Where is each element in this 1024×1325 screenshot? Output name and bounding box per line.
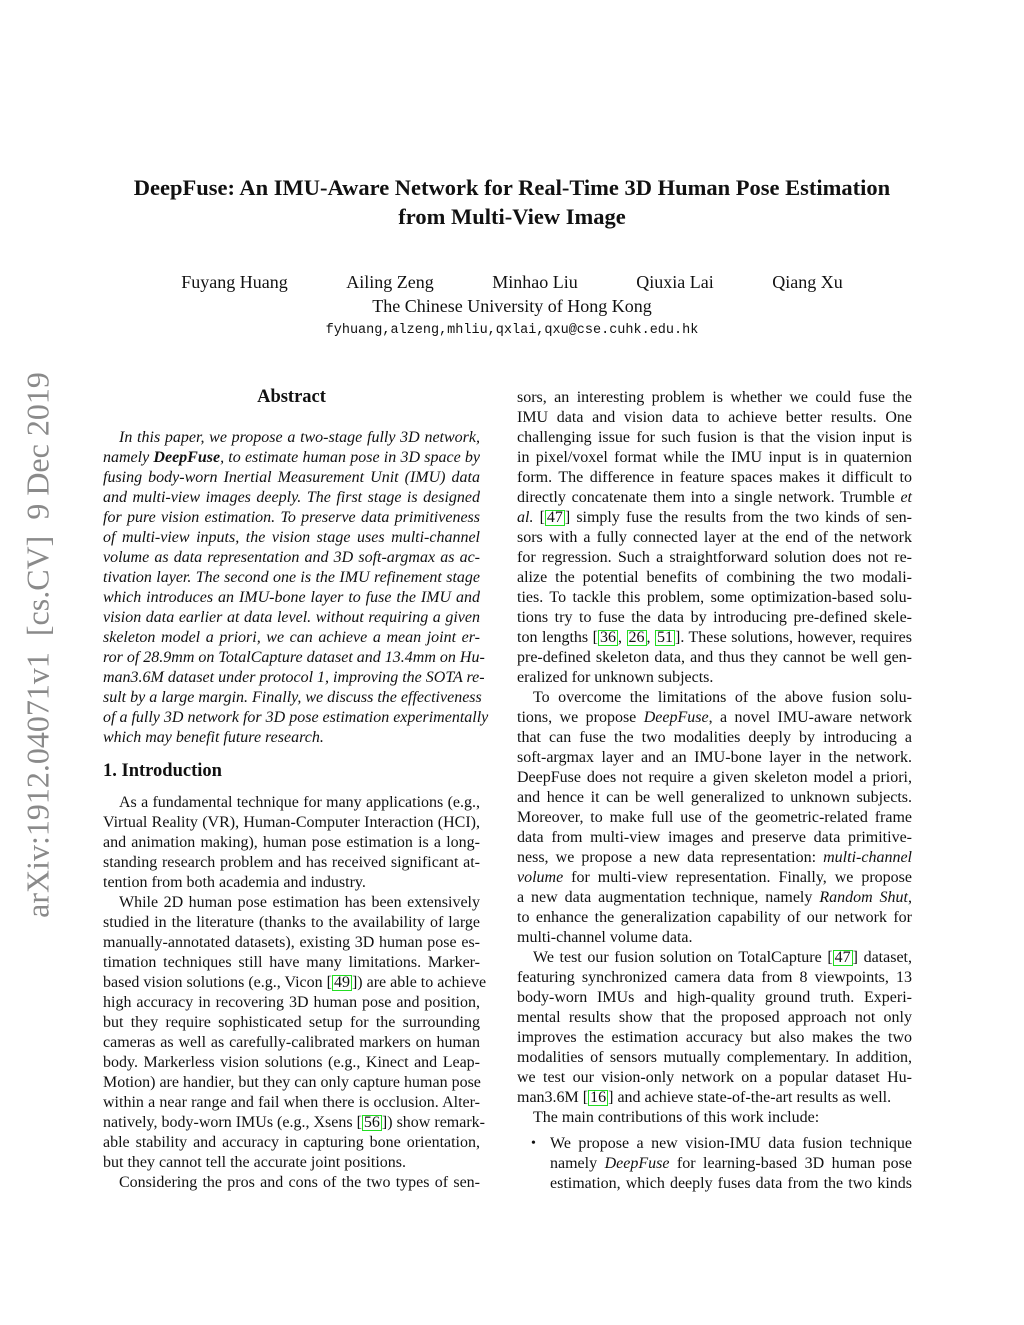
- text-line: We test our fusion solution on TotalCapture [ 47 ] dataset,: [533, 949, 912, 966]
- text-line: of a fully 3D network for 3D pose estimation experimentally: [103, 709, 489, 726]
- text-line: of multi-view inputs, the vision stage uses multi-channel: [103, 529, 480, 546]
- text-line: man3.6M [ 16 ] and achieve state-of-the-art results as well.: [517, 1089, 892, 1106]
- text-line: a new data augmentation technique, namely Random Shut,: [517, 889, 913, 906]
- text-line: namely DeepFuse for learning-based 3D human pose: [550, 1155, 913, 1172]
- text-line: The main contributions of this work include:: [533, 1109, 820, 1126]
- author: Qiang Xu: [772, 272, 843, 292]
- arxiv-identifier: arXiv:1912.04071v1 [cs.CV] 9 Dec 2019: [19, 372, 56, 918]
- text-line: volume as data representation and 3D soft-argmax as ac-: [103, 549, 480, 566]
- text-line: for pure vision estimation. To preserve data primitiveness: [103, 509, 480, 526]
- text-line: sult by a large margin. Finally, we discuss the effectiveness: [103, 689, 482, 706]
- citation-link[interactable]: 47: [834, 949, 851, 966]
- author: Qiuxia Lai: [636, 272, 714, 292]
- text-line: mental results show that the proposed approach not only: [517, 1009, 912, 1026]
- text-line: for regression. Such a straightforward solution does not re-: [517, 549, 912, 566]
- author: Minhao Liu: [492, 272, 578, 292]
- text-line: tions, we propose DeepFuse, a novel IMU-aware network: [517, 709, 912, 726]
- text-line: In this paper, we propose a two-stage fully 3D network,: [119, 429, 480, 446]
- text-line: we test our vision-only network on a popular dataset Hu-: [517, 1069, 912, 1086]
- text-line: multi-channel volume data.: [517, 929, 693, 946]
- text-line: To overcome the limitations of the above fusion solu-: [533, 689, 912, 706]
- text-line: based vision solutions (e.g., Vicon [ 49 ]) are able to achieve: [103, 974, 487, 991]
- text-line: Virtual Reality (VR), Human-Computer Interaction (HCI),: [103, 814, 480, 831]
- citation-link[interactable]: 47: [546, 509, 563, 526]
- text-line: IMU data and vision data to achieve better results. One: [517, 409, 912, 426]
- text-line: alize the potential benefits of combining the two modali-: [517, 569, 912, 586]
- text-line: sors, an interesting problem is whether we could fuse the: [517, 389, 912, 406]
- abstract-text: [103, 428, 489, 748]
- text-line: volume for multi-view representation. Finally, we propose: [517, 869, 912, 886]
- paper-title-line-2: from Multi-View Image: [398, 204, 626, 229]
- text-line: ties. To tackle this problem, some optimization-based solu-: [517, 589, 912, 606]
- citation-link[interactable]: 56: [363, 1114, 380, 1131]
- text-line: but they require sophisticated setup for the surrounding: [103, 1014, 480, 1031]
- citation-link[interactable]: 51: [657, 629, 673, 646]
- text-line: and animation making), human pose estimation is a long-: [103, 834, 480, 851]
- text-line: and multi-view images deeply. The first stage is designed: [103, 489, 480, 506]
- text-line: which may benefit future research.: [103, 729, 324, 746]
- bullet-item: [517, 1134, 912, 1194]
- text-line: cameras as well as carefully-calibrated markers on human: [103, 1034, 480, 1051]
- text-line: modalities of sensors mutually complementary. In addition,: [517, 1049, 912, 1066]
- text-line: DeepFuse does not require a given skeleton model a priori,: [517, 769, 912, 786]
- author: Fuyang Huang: [181, 272, 288, 292]
- text-line: timation techniques still have many limitations. Marker-: [103, 954, 480, 971]
- text-line: data from multi-view images and preserve data primitive-: [517, 829, 912, 846]
- text-line: tions try to fuse the data by introducing pre-defined skele-: [517, 609, 912, 626]
- text-line: estimation, which deeply fuses data from the two kinds: [550, 1175, 912, 1192]
- text-line: which introduces an IMU-bone layer to fuse the IMU and: [103, 589, 480, 606]
- text-line: natively, body-worn IMUs (e.g., Xsens [ 56 ]) show remark-: [103, 1114, 485, 1131]
- text-line: As a fundamental technique for many applications (e.g.,: [119, 794, 480, 811]
- text-line: ror of 28.9mm on TotalCapture dataset and 13.4mm on Hu-: [103, 649, 485, 666]
- text-line: pre-defined skeleton data, and thus they cannot be well gen-: [517, 649, 912, 666]
- paragraph: [517, 388, 912, 688]
- text-line: vision data earlier at data level. without requiring a given: [103, 609, 480, 626]
- text-line: While 2D human pose estimation has been extensively: [119, 894, 480, 911]
- citation-link[interactable]: 26: [628, 629, 645, 646]
- text-line: manually-annotated datasets), existing 3D human pose es-: [103, 934, 480, 951]
- text-line: sors with a fully connected layer at the end of the network: [517, 529, 912, 546]
- text-line: in pixel/voxel format while the IMU input is in quaternion: [517, 449, 912, 466]
- text-line: Considering the pros and cons of the two types of sen-: [119, 1174, 480, 1191]
- text-line: but they cannot tell the accurate joint positions.: [103, 1154, 407, 1171]
- citation-link[interactable]: 49: [333, 974, 350, 991]
- paragraph: [517, 1108, 912, 1128]
- paper-title-line-1: DeepFuse: An IMU-Aware Network for Real-Time 3D Human Pose Estimation: [133, 175, 891, 200]
- text-line: namely DeepFuse, to estimate human pose in 3D space by: [103, 449, 480, 466]
- text-line: tention from both academia and industry.: [103, 874, 366, 891]
- right-column: [517, 388, 912, 1194]
- text-line: featuring synchronized camera data from 8 viewpoints, 13: [517, 969, 912, 986]
- text-line: body. Markerless vision solutions (e.g., Kinect and Leap-: [103, 1054, 480, 1071]
- text-line: al. [ 47 ] simply fuse the results from the two kinds of sen-: [517, 509, 913, 526]
- text-line: able stability and accuracy in capturing bone orientation,: [103, 1134, 480, 1151]
- text-line: to enhance the generalization capability of our network for: [517, 909, 912, 926]
- text-line: standing research problem and has received significant at-: [103, 854, 480, 871]
- author-emails: fyhuang,alzeng,mhliu,qxlai,qxu@cse.cuhk.edu.hk: [325, 323, 699, 338]
- text-line: improves the estimation accuracy but also makes the two: [517, 1029, 912, 1046]
- text-line: within a near range and fail when there is occlusion. Alter-: [103, 1094, 480, 1111]
- paragraph: [103, 893, 487, 1173]
- text-line: and hence it can be well generalized to unknown subjects.: [517, 789, 912, 806]
- author: Ailing Zeng: [346, 272, 434, 292]
- text-line: high accuracy in recovering 3D human pose and position,: [103, 994, 480, 1011]
- paragraph: [103, 1173, 480, 1193]
- text-line: directly concatenate them into a single network. Trumble et: [517, 489, 912, 506]
- text-line: tivation layer. The second one is the IMU refinement stage: [103, 569, 480, 586]
- text-line: that can fuse the two modalities deeply by introducing a: [517, 729, 912, 746]
- abstract-heading: Abstract: [257, 387, 326, 407]
- text-line: soft-argmax layer and an IMU-bone layer in the network.: [517, 749, 912, 766]
- text-line: fusing body-worn Inertial Measurement Unit (IMU) data: [103, 469, 480, 486]
- text-line: We propose a new vision-IMU data fusion technique: [550, 1135, 912, 1152]
- text-line: Moreover, to make full use of the geometric-related frame: [517, 809, 912, 826]
- section-heading: 1. Introduction: [103, 761, 222, 781]
- bullet-icon: •: [531, 1136, 536, 1151]
- text-line: form. The difference in feature spaces makes it difficult to: [517, 469, 912, 486]
- author-list: [0, 270, 1024, 294]
- text-line: challenging issue for such fusion is that the vision input is: [517, 429, 912, 446]
- text-line: Motion) are handier, but they can only capture human pose: [103, 1074, 481, 1091]
- text-line: body-worn IMUs and high-quality ground truth. Experi-: [517, 989, 912, 1006]
- left-column: [103, 387, 489, 1193]
- citation-link[interactable]: 36: [600, 629, 616, 646]
- citation-link[interactable]: 16: [590, 1089, 607, 1106]
- text-line: skeleton model a priori, we can achieve a mean joint er-: [103, 629, 480, 646]
- paragraph: [517, 688, 912, 948]
- affiliation: The Chinese University of Hong Kong: [372, 296, 652, 316]
- text-line: studied in the literature (thanks to the availability of large: [103, 914, 480, 931]
- paragraph: [517, 948, 912, 1108]
- text-line: ton lengths [ 36 , 26 , 51 ]. These solutions, however, requires: [517, 629, 912, 646]
- text-line: man3.6M dataset under protocol 1, improving the SOTA re-: [103, 669, 485, 686]
- text-line: ness, we propose a new data representation: multi-channel: [517, 849, 912, 866]
- paragraph: [103, 793, 480, 893]
- text-line: eralized for unknown subjects.: [517, 669, 714, 686]
